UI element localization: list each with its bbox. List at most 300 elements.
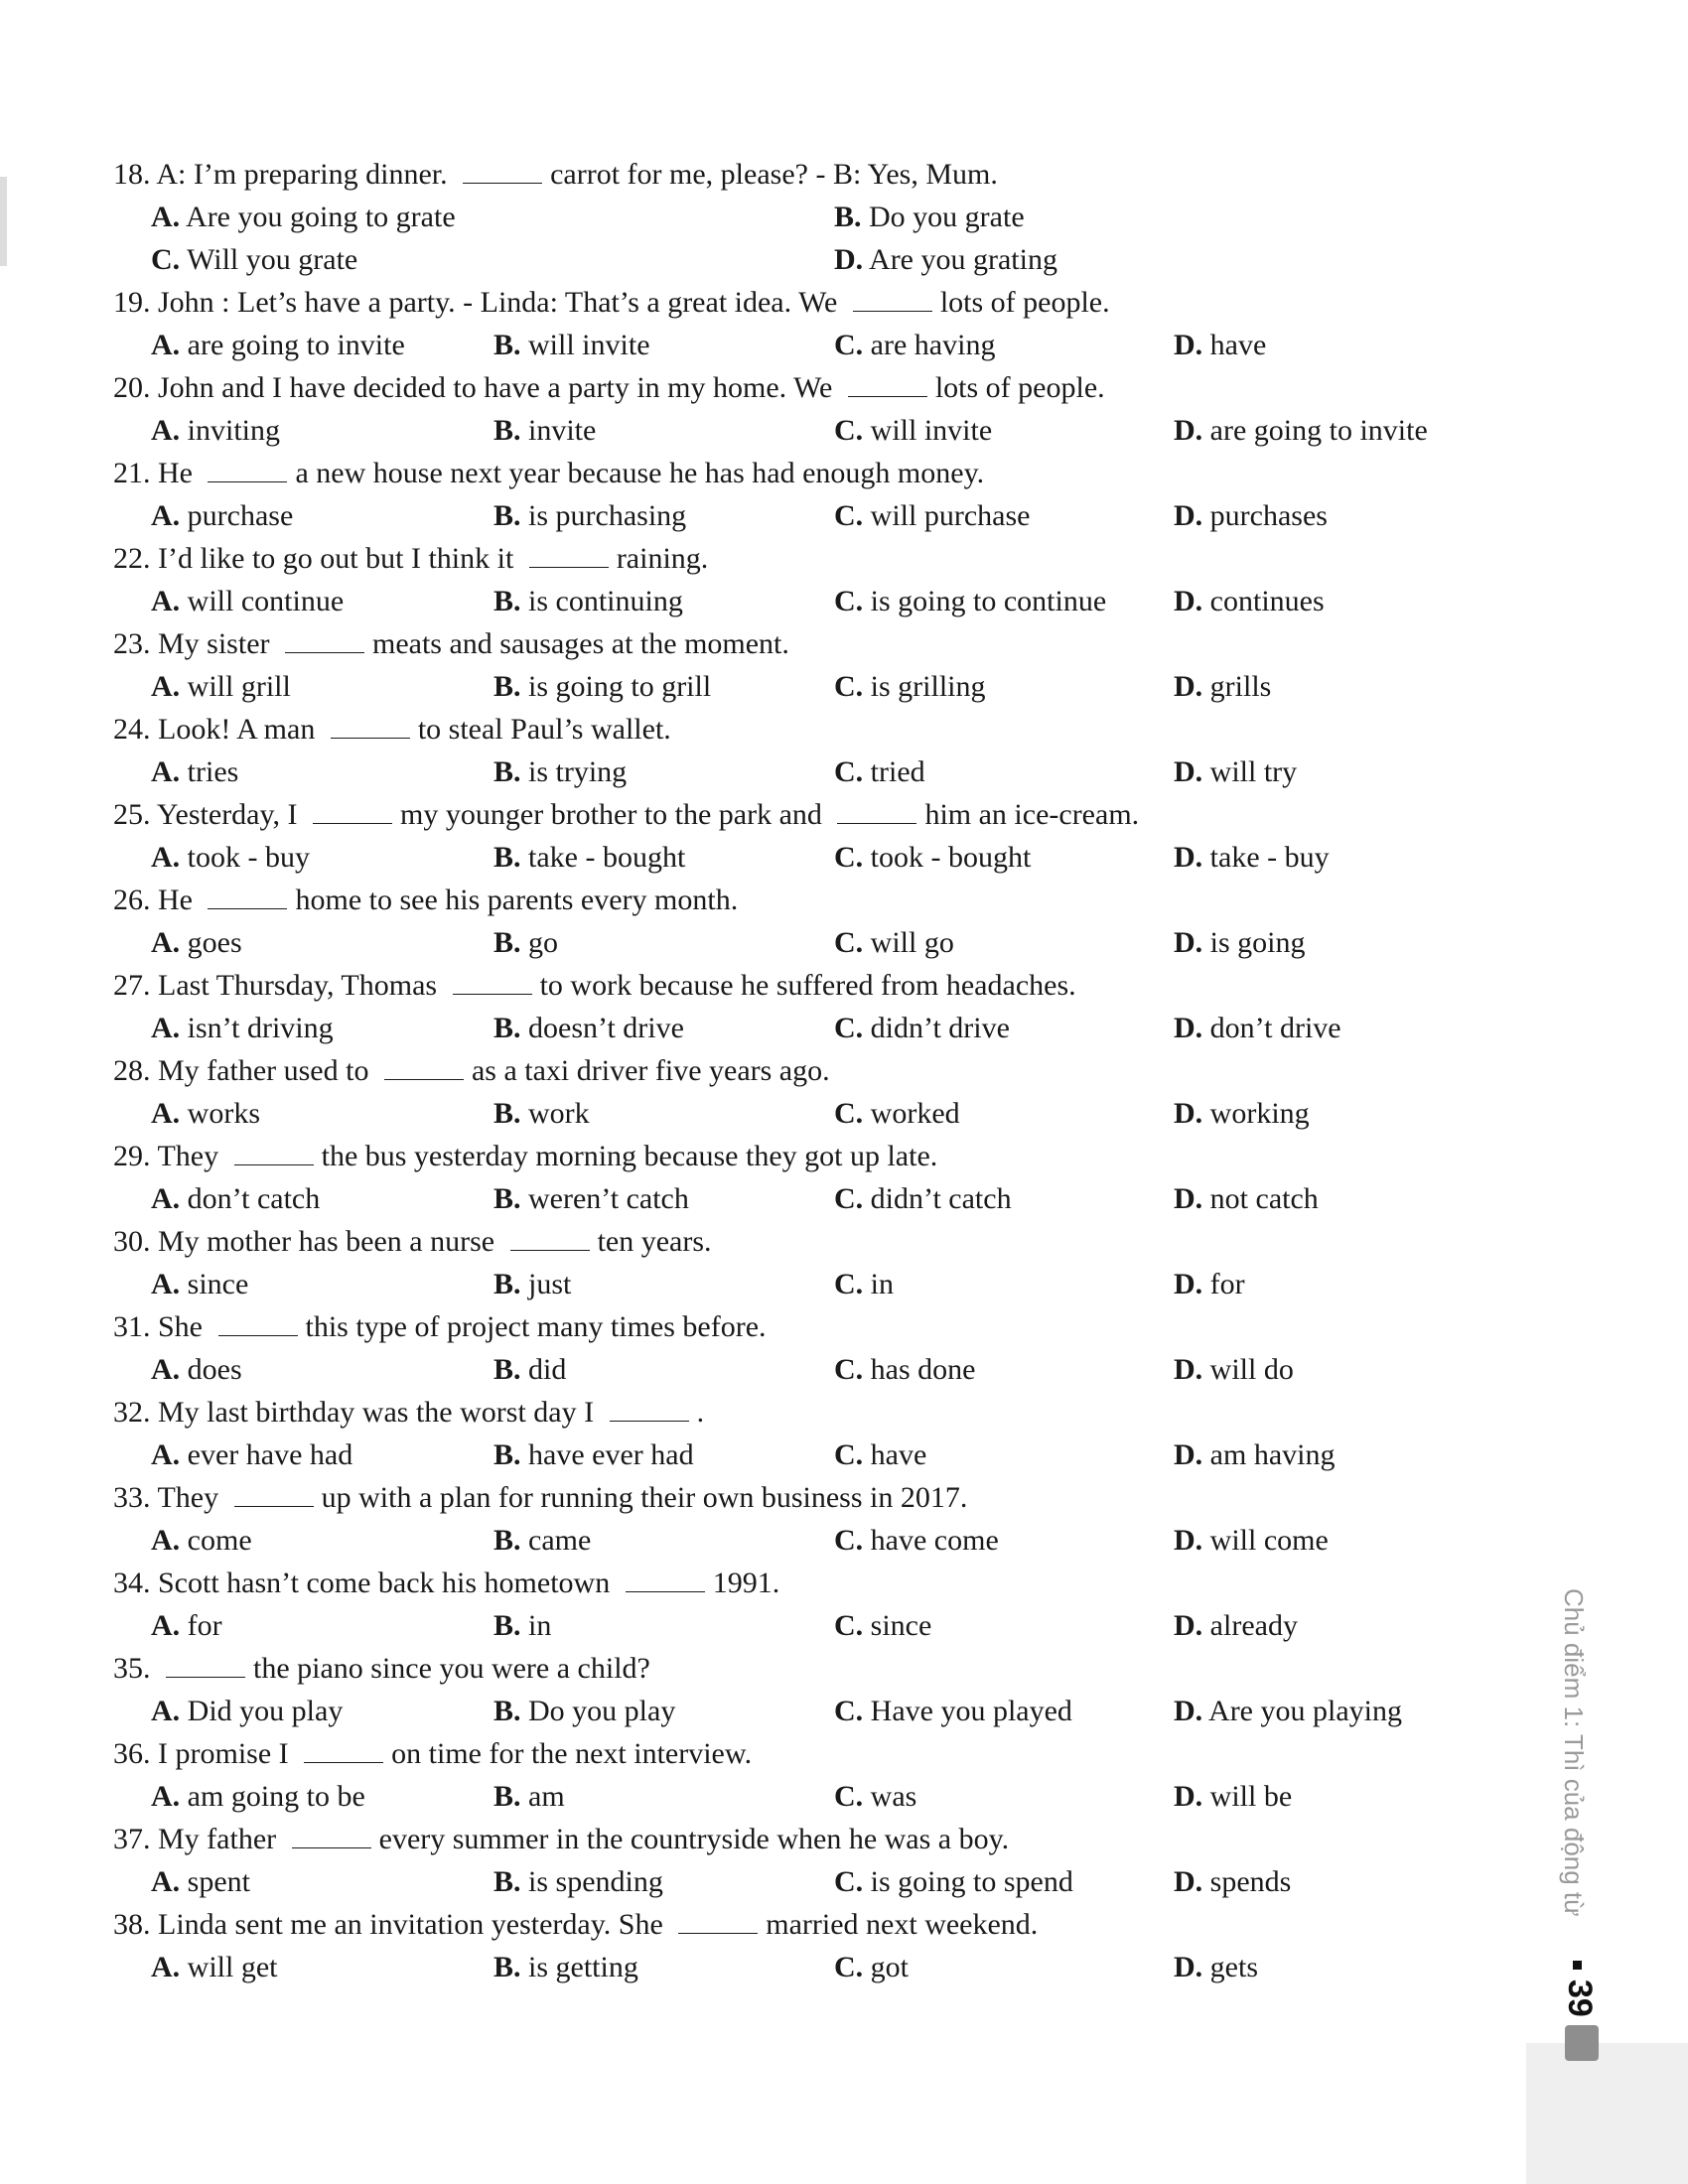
option-d [1174, 1011, 1341, 1046]
option-text: for [1209, 1268, 1245, 1300]
option-text: will invite [528, 329, 650, 361]
option-letter: C. [834, 670, 864, 703]
answer-blank [848, 370, 927, 397]
option-text: just [528, 1268, 572, 1300]
option-text: came [528, 1524, 592, 1557]
option-text: don’t drive [1209, 1012, 1341, 1044]
answer-blank [285, 626, 364, 653]
option-d [1174, 754, 1297, 790]
question-text: married next weekend. [766, 1908, 1039, 1941]
option-letter: D. [1174, 1268, 1203, 1300]
option-text: in [870, 1268, 895, 1300]
option-text: will get [187, 1951, 278, 1983]
option-c [834, 1011, 1010, 1046]
question-text: home to see his parents every month. [295, 884, 739, 916]
answer-blank [510, 1224, 590, 1251]
question-text: the piano since you were a child? [253, 1652, 650, 1685]
option-b [493, 754, 627, 790]
option-letter: B. [493, 1609, 521, 1642]
option-text: didn’t drive [870, 1012, 1010, 1044]
answer-blank [610, 1395, 689, 1422]
option-letter: D. [1174, 755, 1203, 788]
option-letter: C. [834, 1268, 864, 1300]
question-text: John and I have decided to have a party in my home. We [158, 371, 840, 404]
option-c [834, 1352, 975, 1388]
question-stem [113, 797, 1139, 833]
option-b [493, 1608, 551, 1644]
option-c [834, 1608, 931, 1644]
option-letter: D. [1174, 414, 1203, 447]
option-text: have ever had [528, 1438, 694, 1471]
question-number: 36. [113, 1737, 151, 1770]
answer-blank [304, 1736, 383, 1763]
option-letter: C. [834, 329, 864, 361]
option-letter: C. [834, 1182, 864, 1215]
question-number: 21. [113, 457, 151, 489]
option-d [1174, 1864, 1291, 1900]
option-b [493, 1096, 590, 1132]
answer-blank [384, 1053, 464, 1080]
option-text: works [187, 1097, 261, 1130]
option-b [493, 925, 558, 961]
question-text: on time for the next interview. [391, 1737, 753, 1770]
option-a [151, 669, 291, 705]
option-letter: A. [151, 1268, 181, 1300]
option-text: will try [1209, 755, 1298, 788]
option-letter: C. [834, 1695, 864, 1727]
option-letter: A. [151, 1097, 181, 1130]
option-d [1174, 1779, 1292, 1815]
answer-blank [853, 285, 932, 312]
option-a [151, 1352, 242, 1388]
option-letter: A. [151, 1780, 181, 1813]
question-text: He [158, 884, 201, 916]
option-letter: D. [1174, 499, 1203, 532]
option-letter: A. [151, 201, 181, 233]
question-text: John : Let’s have a party. - Linda: That’s a great idea. We [158, 286, 845, 319]
option-d [1174, 328, 1266, 363]
question-number: 35. [113, 1652, 151, 1685]
option-c [834, 1437, 926, 1473]
option-text: doesn’t drive [528, 1012, 684, 1044]
option-d [1174, 1950, 1258, 1985]
option-text: is going to grill [528, 670, 712, 703]
option-d [1174, 584, 1325, 619]
option-d [1174, 1096, 1310, 1132]
option-c [151, 242, 357, 278]
answer-blank [463, 157, 542, 184]
answer-blank [208, 883, 287, 909]
option-text: will invite [870, 414, 993, 447]
page-tab [1526, 2043, 1688, 2184]
option-d [1174, 840, 1330, 876]
option-text: goes [187, 926, 242, 959]
option-letter: C. [834, 1353, 864, 1386]
question-stem [113, 456, 984, 491]
option-text: does [187, 1353, 242, 1386]
question-text: lots of people. [939, 286, 1110, 319]
option-c [834, 498, 1030, 534]
question-text: Look! A man [158, 713, 323, 746]
option-text: working [1209, 1097, 1310, 1130]
option-text: will go [870, 926, 954, 959]
option-b [493, 1011, 684, 1046]
option-text: is grilling [870, 670, 986, 703]
option-letter: D. [1174, 585, 1203, 617]
question-number: 24. [113, 713, 151, 746]
question-number: 23. [113, 627, 151, 660]
question-text: carrot for me, please? - B: Yes, Mum. [550, 158, 998, 191]
option-c [834, 1096, 960, 1132]
question-text: raining. [616, 542, 709, 575]
option-d [1174, 1181, 1319, 1217]
option-c [834, 1523, 999, 1559]
question-number: 32. [113, 1396, 151, 1429]
question-text: I promise I [158, 1737, 297, 1770]
option-letter: B. [493, 1012, 521, 1044]
option-letter: C. [834, 1524, 864, 1557]
option-d [1174, 1608, 1298, 1644]
option-d [1174, 925, 1306, 961]
option-text: is purchasing [528, 499, 687, 532]
option-d [834, 242, 1057, 278]
question-text: Last Thursday, Thomas [158, 969, 445, 1002]
option-letter: A. [151, 926, 181, 959]
question-stem [113, 1566, 779, 1601]
question-stem [113, 626, 789, 662]
option-letter: A. [151, 1865, 181, 1898]
option-text: did [528, 1353, 567, 1386]
option-b [493, 1694, 675, 1729]
option-letter: A. [151, 755, 181, 788]
question-stem [113, 1736, 752, 1772]
question-text: the bus yesterday morning because they got up late. [321, 1140, 938, 1172]
option-text: will grill [187, 670, 291, 703]
question-stem [113, 1139, 937, 1174]
option-d [1174, 1267, 1245, 1302]
option-text: will be [1209, 1780, 1293, 1813]
option-letter: D. [1174, 841, 1203, 874]
option-letter: D. [1174, 1438, 1203, 1471]
option-b [493, 1523, 591, 1559]
option-c [834, 1181, 1012, 1217]
option-letter: A. [151, 670, 181, 703]
option-letter: B. [493, 1951, 521, 1983]
question-stem [113, 883, 738, 918]
option-text: purchases [1209, 499, 1328, 532]
option-text: purchase [187, 499, 294, 532]
question-text: to steal Paul’s wallet. [417, 713, 671, 746]
option-text: don’t catch [187, 1182, 321, 1215]
answer-blank [234, 1139, 314, 1165]
question-number: 29. [113, 1140, 151, 1172]
option-text: didn’t catch [870, 1182, 1012, 1215]
option-letter: A. [151, 499, 181, 532]
option-text: am going to be [187, 1780, 365, 1813]
option-text: have [870, 1438, 927, 1471]
option-letter: B. [493, 414, 521, 447]
page-number-text: 39 [1561, 1979, 1599, 2017]
option-text: invite [528, 414, 597, 447]
option-text: will purchase [870, 499, 1031, 532]
question-number: 31. [113, 1310, 151, 1343]
answer-blank [218, 1309, 298, 1336]
option-a [151, 754, 238, 790]
option-letter: A. [151, 1609, 181, 1642]
option-text: Will you grate [187, 243, 358, 276]
answer-blank [234, 1480, 314, 1507]
option-b [493, 328, 650, 363]
option-letter: D. [1174, 1865, 1203, 1898]
option-c [834, 1267, 894, 1302]
option-c [834, 413, 992, 449]
option-letter: B. [493, 1097, 521, 1130]
option-text: Are you grating [869, 243, 1057, 276]
question-text: 1991. [712, 1567, 780, 1599]
option-letter: C. [834, 1780, 864, 1813]
option-letter: C. [834, 585, 864, 617]
option-text: work [528, 1097, 590, 1130]
question-stem [113, 968, 1076, 1004]
option-text: has done [870, 1353, 976, 1386]
option-letter: B. [493, 1524, 521, 1557]
question-number: 27. [113, 969, 151, 1002]
question-stem [113, 1224, 712, 1260]
question-text: My father [158, 1823, 284, 1855]
option-b [493, 669, 711, 705]
question-text: him an ice-cream. [924, 798, 1140, 831]
option-letter: A. [151, 841, 181, 874]
question-stem [113, 285, 1110, 321]
question-stem [113, 1907, 1038, 1943]
question-text: this type of project many times before. [305, 1310, 767, 1343]
question-text: Yesterday, I [156, 798, 306, 831]
option-c [834, 1864, 1073, 1900]
option-text: for [187, 1609, 222, 1642]
question-stem [113, 1480, 967, 1516]
option-letter: B. [834, 201, 862, 233]
option-letter: C. [834, 1609, 864, 1642]
question-stem [113, 157, 998, 193]
option-text: took - bought [870, 841, 1032, 874]
question-text: They [157, 1140, 226, 1172]
answer-blank [313, 797, 392, 824]
option-letter: C. [834, 841, 864, 874]
option-letter: A. [151, 1012, 181, 1044]
option-c [834, 669, 986, 705]
answer-blank [208, 456, 287, 482]
question-text: to work because he suffered from headaches. [539, 969, 1076, 1002]
option-text: is continuing [528, 585, 683, 617]
option-letter: A. [151, 585, 181, 617]
option-letter: A. [151, 1951, 181, 1983]
option-text: Are you playing [1208, 1695, 1402, 1727]
option-text: take - buy [1209, 841, 1330, 874]
option-text: take - bought [528, 841, 686, 874]
question-text: My mother has been a nurse [158, 1225, 502, 1258]
option-b [493, 584, 683, 619]
option-c [834, 754, 925, 790]
question-stem [113, 1395, 704, 1431]
answer-blank [529, 541, 609, 568]
option-text: is trying [528, 755, 628, 788]
option-text: ever have had [187, 1438, 353, 1471]
option-text: Have you played [870, 1695, 1072, 1727]
option-letter: C. [834, 1012, 864, 1044]
option-text: since [870, 1609, 932, 1642]
option-text: tries [187, 755, 239, 788]
option-c [834, 1694, 1072, 1729]
question-number: 26. [113, 884, 151, 916]
option-letter: A. [151, 1182, 181, 1215]
option-letter: D. [1174, 1097, 1203, 1130]
option-d [1174, 498, 1328, 534]
option-text: will do [1209, 1353, 1294, 1386]
option-text: is going to continue [870, 585, 1107, 617]
option-letter: D. [1174, 1780, 1203, 1813]
option-letter: B. [493, 1438, 521, 1471]
option-b [493, 840, 685, 876]
option-text: is going to spend [870, 1865, 1073, 1898]
option-text: took - buy [187, 841, 310, 874]
option-text: are going to invite [187, 329, 405, 361]
question-text: My father used to [158, 1054, 376, 1087]
option-text: will come [1209, 1524, 1329, 1557]
option-letter: A. [151, 1695, 181, 1727]
option-letter: B. [493, 1268, 521, 1300]
option-letter: A. [151, 1353, 181, 1386]
question-number: 22. [113, 542, 151, 575]
answer-blank [626, 1566, 705, 1592]
option-b [493, 1779, 565, 1815]
question-text: meats and sausages at the moment. [372, 627, 789, 660]
option-letter: D. [1174, 1353, 1203, 1386]
option-a [151, 1437, 352, 1473]
question-text: My sister [158, 627, 277, 660]
option-letter: B. [493, 585, 521, 617]
option-letter: B. [493, 1182, 521, 1215]
option-a [151, 584, 344, 619]
option-text: was [870, 1780, 917, 1813]
option-a [151, 1864, 250, 1900]
option-letter: A. [151, 1524, 181, 1557]
option-letter: B. [493, 1865, 521, 1898]
option-letter: A. [151, 1438, 181, 1471]
option-c [834, 840, 1031, 876]
option-letter: B. [493, 1780, 521, 1813]
option-a [151, 1608, 222, 1644]
option-b [834, 200, 1025, 235]
question-text: . [696, 1396, 705, 1429]
option-letter: C. [834, 414, 864, 447]
option-c [834, 1950, 909, 1985]
option-a [151, 1181, 320, 1217]
option-text: are having [870, 329, 996, 361]
option-a [151, 413, 280, 449]
option-letter: A. [151, 329, 181, 361]
option-letter: D. [1174, 1951, 1203, 1983]
question-number: 37. [113, 1823, 151, 1855]
question-text: Scott hasn’t come back his hometown [158, 1567, 618, 1599]
option-b [493, 498, 686, 534]
question-number: 28. [113, 1054, 151, 1087]
option-text: have come [870, 1524, 999, 1557]
option-d [1174, 1352, 1294, 1388]
question-number: 38. [113, 1908, 151, 1941]
option-letter: D. [1174, 1524, 1203, 1557]
option-letter: B. [493, 329, 521, 361]
question-stem [113, 1053, 830, 1089]
answer-blank [453, 968, 532, 995]
question-stem [113, 541, 708, 577]
option-letter: C. [834, 926, 864, 959]
option-letter: D. [1174, 670, 1203, 703]
question-text: every summer in the countryside when he was a boy. [378, 1823, 1010, 1855]
option-a [151, 840, 310, 876]
option-a [151, 1267, 248, 1302]
option-a [151, 200, 456, 235]
option-text: got [870, 1951, 910, 1983]
option-text: will continue [187, 585, 345, 617]
question-text: my younger brother to the park and [400, 798, 830, 831]
answer-blank [837, 797, 916, 824]
option-a [151, 1523, 252, 1559]
option-a [151, 328, 405, 363]
option-text: not catch [1209, 1182, 1319, 1215]
question-stem [113, 1651, 650, 1687]
option-b [493, 1181, 689, 1217]
question-text: She [158, 1310, 211, 1343]
question-text: They [157, 1481, 226, 1514]
option-a [151, 1096, 260, 1132]
question-stem [113, 370, 1105, 406]
page-edge-mark [0, 177, 7, 266]
option-letter: D. [1174, 329, 1203, 361]
question-text: A: I’m preparing dinner. [156, 158, 456, 191]
option-letter: D. [1174, 1609, 1203, 1642]
question-number: 33. [113, 1481, 151, 1514]
option-text: spends [1209, 1865, 1292, 1898]
option-letter: D. [834, 243, 864, 276]
question-number: 18. [113, 158, 151, 191]
answer-blank [166, 1651, 245, 1678]
option-a [151, 925, 242, 961]
option-b [493, 1437, 694, 1473]
question-text: a new house next year because he has had enough money. [295, 457, 985, 489]
question-stem [113, 1309, 767, 1345]
question-text: I’d like to go out but I think it [158, 542, 521, 575]
option-d [1174, 1437, 1335, 1473]
option-text: are going to invite [1209, 414, 1428, 447]
option-text: Did you play [187, 1695, 344, 1727]
question-text: as a taxi driver five years ago. [471, 1054, 830, 1087]
option-b [493, 1267, 571, 1302]
option-text: already [1209, 1609, 1298, 1642]
option-a [151, 498, 293, 534]
option-text: am having [1209, 1438, 1336, 1471]
option-letter: A. [151, 414, 181, 447]
option-c [834, 584, 1106, 619]
question-stem [113, 712, 671, 748]
answer-blank [678, 1907, 758, 1934]
option-text: inviting [187, 414, 281, 447]
question-number: 34. [113, 1567, 151, 1599]
option-letter: B. [493, 755, 521, 788]
option-letter: C. [834, 1438, 864, 1471]
question-number: 19. [113, 286, 151, 319]
option-text: continues [1209, 585, 1325, 617]
option-b [493, 1352, 566, 1388]
